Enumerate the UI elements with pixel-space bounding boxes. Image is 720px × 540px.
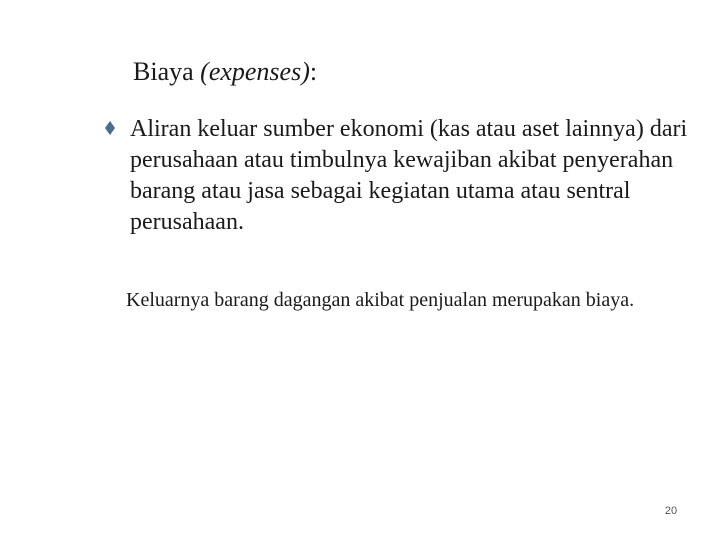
heading-prefix: Biaya <box>133 57 201 86</box>
definition-bullet <box>104 114 714 238</box>
example-note: Keluarnya barang dagangan akibat penjualan merupakan biaya. <box>126 289 635 311</box>
definition-text: Aliran keluar sumber ekonomi (kas atau aset lainnya) dari perusahaan atau timbulnya kewajiban akibat penyerahan barang atau jasa sebagai kegiatan utama atau sentral perusahaan. <box>130 116 688 235</box>
slide-heading <box>133 55 317 89</box>
page-number: 20 <box>664 505 678 517</box>
diamond-bullet-icon <box>104 117 122 141</box>
heading-term: (expenses) <box>200 57 310 86</box>
heading-suffix: : <box>309 57 318 86</box>
